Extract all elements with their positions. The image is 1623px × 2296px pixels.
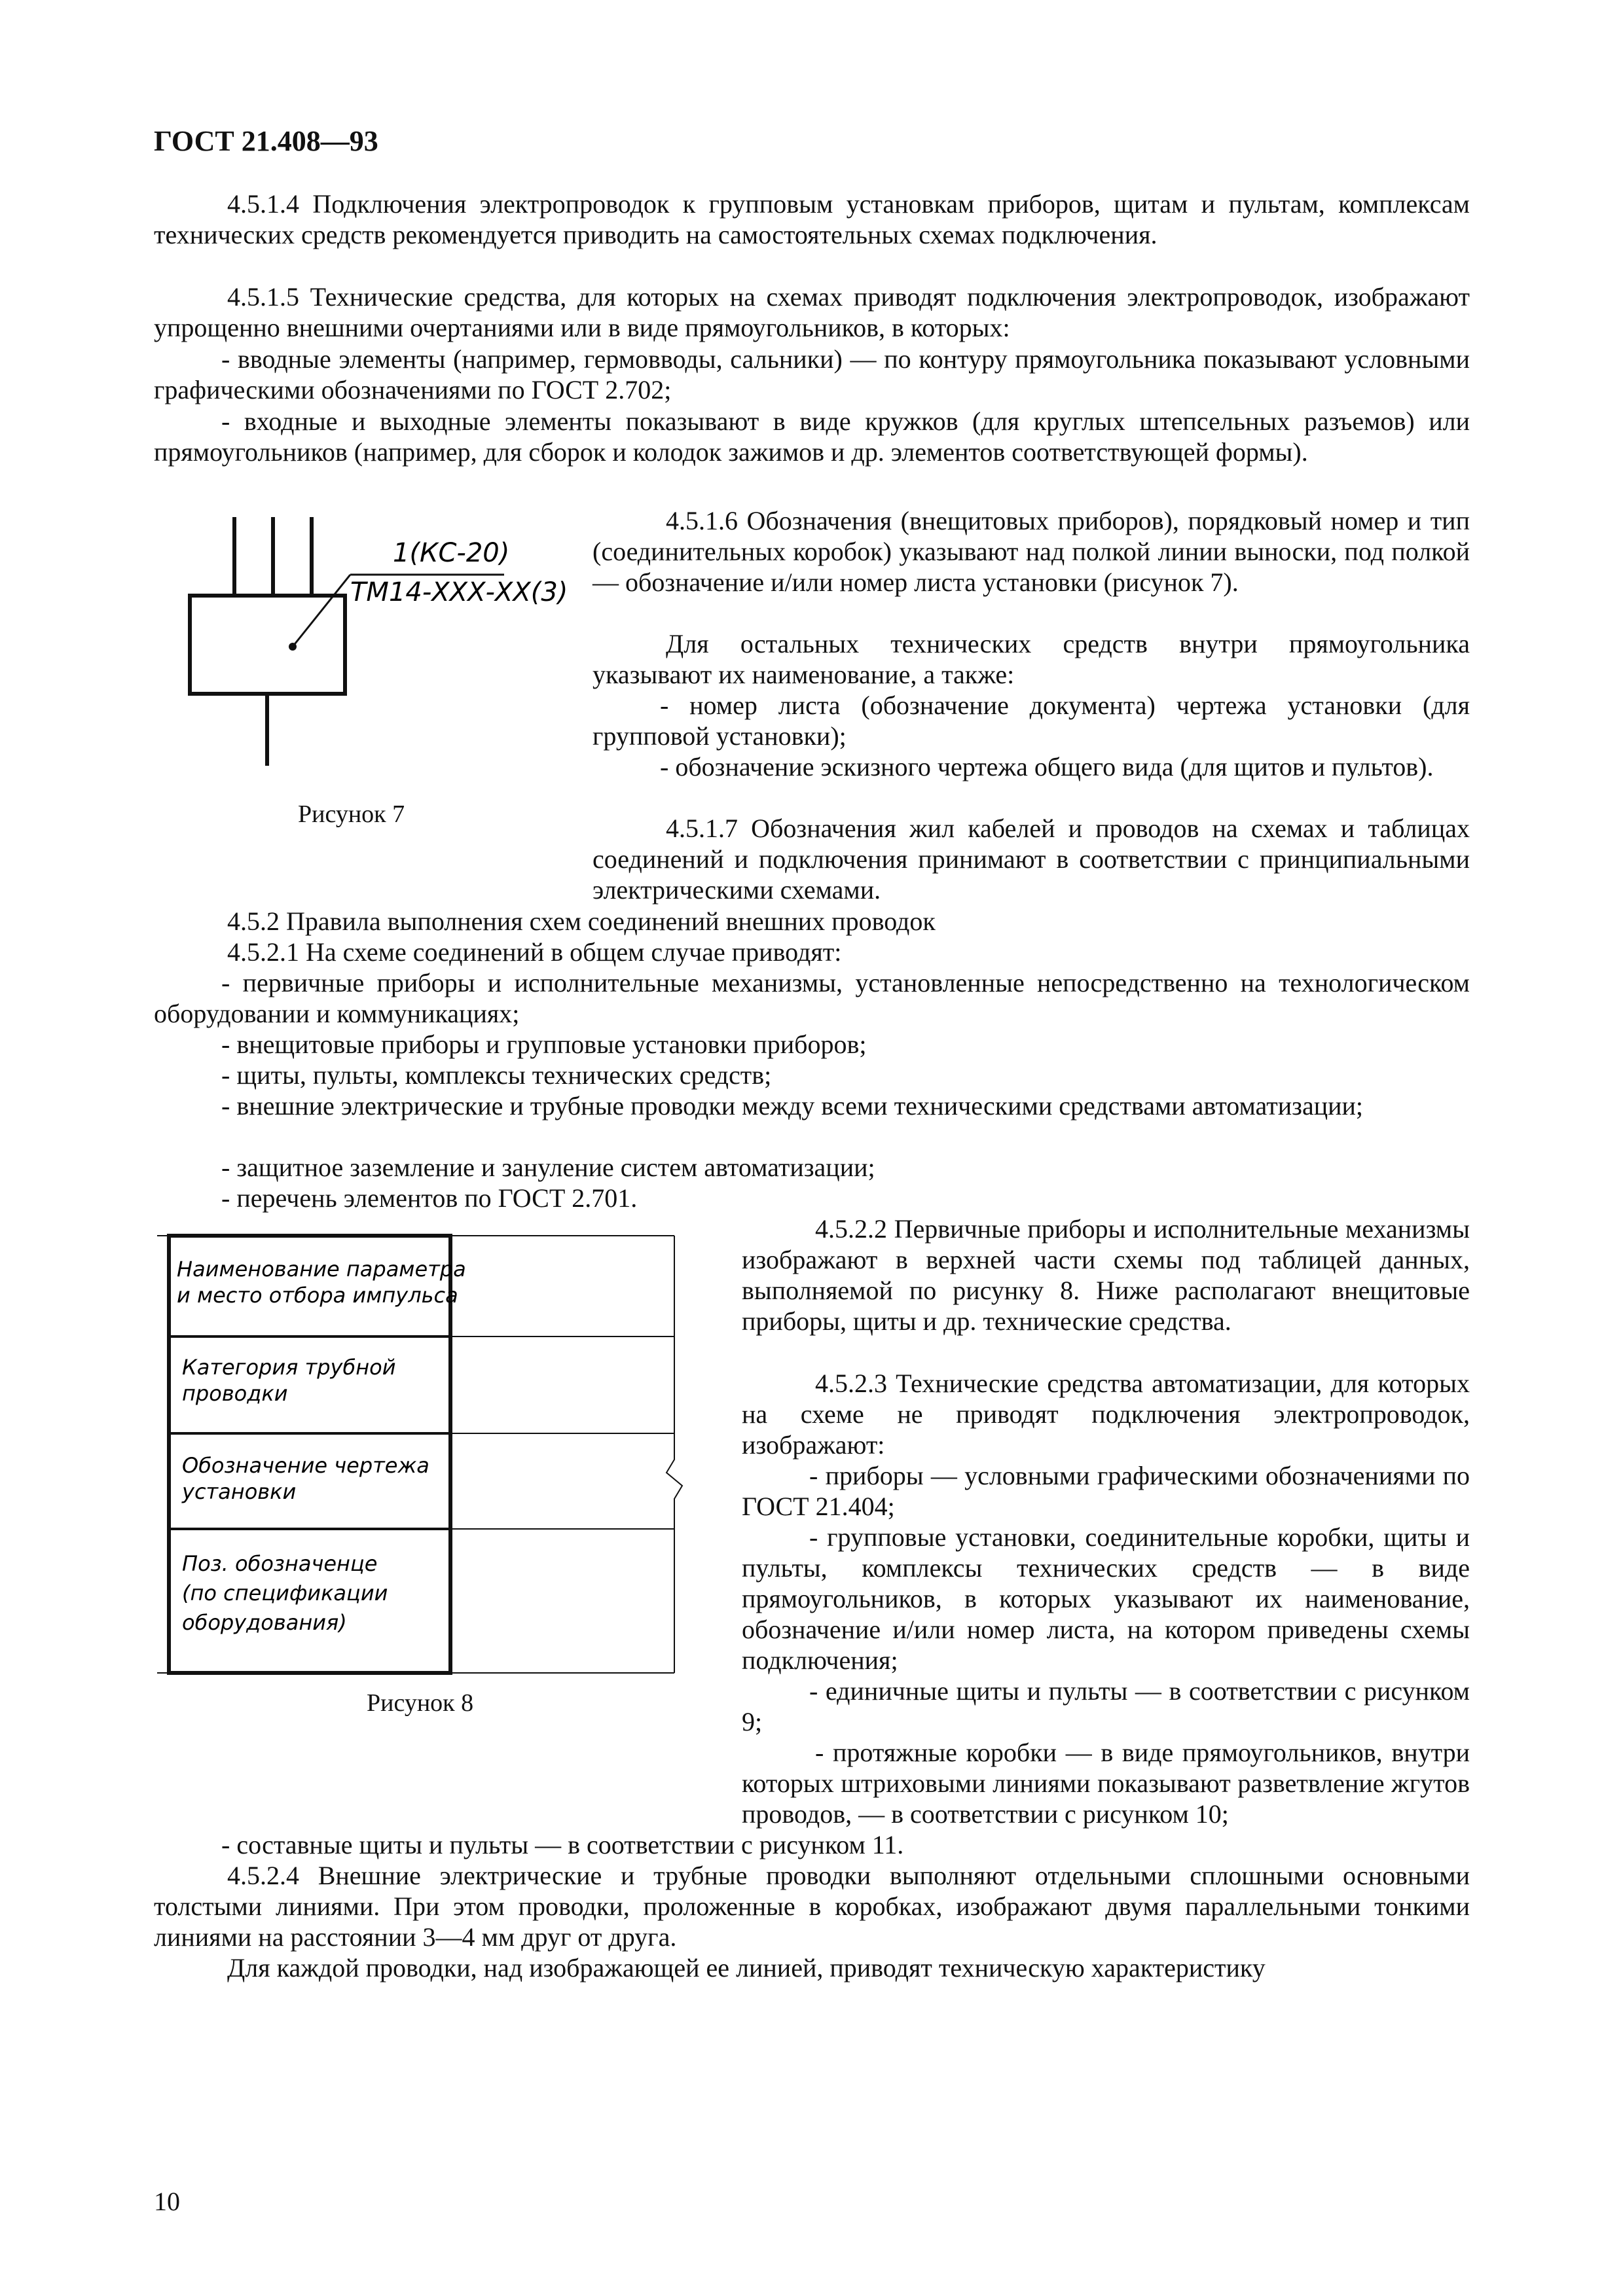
- paragraph-4-5-1-6: 4.5.1.6 Обозначения (внещитовых приборов), порядковый номер и тип (соединительных коробок) указывают над полкой линии выноски, под полкой — обозначение и/или номер листа установки (рисунок 7).: [593, 506, 1470, 597]
- figure-8-row1-line2: и место отбора импульса: [177, 1283, 458, 1308]
- figure-8-row4-line2: (по спецификации: [182, 1581, 388, 1605]
- document-header: ГОСТ 21.408—93: [154, 125, 378, 157]
- figure-7-label-top: 1(КС-20): [393, 538, 510, 568]
- bullet-devices-symbols: - приборы — условными графическими обозначениями по ГОСТ 21.404;: [742, 1461, 1470, 1521]
- bullet-input-elements: - вводные элементы (например, гермовводы, сальники) — по контуру прямоугольника показывают условными графическими обозначениями по ГОСТ 2.702;: [154, 344, 1470, 404]
- figure-7-drawing: [164, 517, 622, 792]
- paragraph-wiring-characteristics: Для каждой проводки, над изображающей ее линией, приводят техническую характеристику: [227, 1953, 1266, 1982]
- bullet-wiring: - внешние электрические и трубные проводки между всеми техническими средствами автоматизации;: [221, 1091, 1364, 1121]
- bullet-io-elements: - входные и выходные элементы показывают в виде кружков (для круглых штепсельных разъемов) или прямоугольников (например, для сборок и колодок зажимов и др. элементов соответствующей формы).: [154, 406, 1470, 467]
- paragraph-4-5-2-2: 4.5.2.2 Первичные приборы и исполнительные механизмы изображают в верхней части схемы под таблицей данных, выполняемой по рисунку 8. Ниже располагают внещитовые приборы, щиты и др. технические средства.: [742, 1214, 1470, 1336]
- bullet-primary-devices: - первичные приборы и исполнительные механизмы, установленные непосредственно на технологическом оборудовании и коммуникациях;: [154, 968, 1470, 1028]
- paragraph-4-5-1-5: 4.5.1.5 Технические средства, для которых на схемах приводят подключения электропроводок, изображают упрощенно внешними очертаниями или в виде прямоугольников, в которых:: [154, 282, 1470, 342]
- paragraph-4-5-1-7: 4.5.1.7 Обозначения жил кабелей и проводов на схемах и таблицах соединений и подключения принимают в соответствии с принципиальными электрическими схемами.: [593, 814, 1470, 905]
- page-number: 10: [154, 2187, 180, 2216]
- figure-8-row4-line1: Поз. обозначенце: [182, 1551, 378, 1576]
- figure-8-row2-line2: проводки: [182, 1381, 288, 1406]
- paragraph-4-5-2-1: 4.5.2.1 На схеме соединений в общем случае приводят:: [227, 937, 842, 967]
- paragraph-4-5-1-4: 4.5.1.4 Подключения электропроводок к групповым установкам приборов, щитам и пультам, комплексам технических средств рекомендуется приводить на самостоятельных схемах подключения.: [154, 189, 1470, 249]
- bullet-composite-panels: - составные щиты и пульты — в соответствии с рисунком 11.: [221, 1830, 904, 1859]
- paragraph-other-means: Для остальных технических средств внутри прямоугольника указывают их наименование, а также:: [593, 629, 1470, 689]
- figure-8-caption: Рисунок 8: [367, 1689, 474, 1717]
- figure-7-label-bottom: ТМ14-ХХХ-ХХ(3): [350, 577, 568, 607]
- figure-8-row3-line1: Обозначение чертежа: [182, 1453, 429, 1478]
- bullet-group-installations: - групповые установки, соединительные коробки, щиты и пульты, комплексы технических средств — в виде прямоугольников, в которых указывают их наименование, обозначение и/или номер листа, на котором приведены схемы подключения;: [742, 1522, 1470, 1675]
- figure-8-row1-line1: Наименование параметра: [177, 1257, 466, 1282]
- figure-7-caption: Рисунок 7: [298, 800, 405, 828]
- figure-8-table: [157, 1224, 681, 1682]
- paragraph-4-5-2-3: 4.5.2.3 Технические средства автоматизации, для которых на схеме не приводят подключения электропроводок, изображают:: [742, 1369, 1470, 1460]
- bullet-grounding: - защитное заземление и зануление систем автоматизации;: [221, 1153, 875, 1182]
- bullet-sheet-number: - номер листа (обозначение документа) чертежа установки (для групповой установки);: [593, 691, 1470, 751]
- figure-8-row4-line3: оборудования): [182, 1610, 347, 1635]
- bullet-element-list: - перечень элементов по ГОСТ 2.701.: [221, 1183, 638, 1213]
- heading-4-5-2: 4.5.2 Правила выполнения схем соединений внешних проводок: [227, 906, 936, 936]
- bullet-single-panels: - единичные щиты и пульты — в соответствии с рисунком 9;: [742, 1676, 1470, 1736]
- bullet-panels: - щиты, пульты, комплексы технических средств;: [221, 1060, 772, 1090]
- figure-8-row3-line2: установки: [182, 1479, 297, 1504]
- paragraph-4-5-2-4: 4.5.2.4 Внешние электрические и трубные проводки выполняют отдельными сплошными основными толстыми линиями. При этом проводки, проложенные в коробках, изображают двумя параллельными тонкими линиями на расстоянии 3—4 мм друг от друга.: [154, 1861, 1470, 1952]
- bullet-pull-boxes: - протяжные коробки — в виде прямоугольников, внутри которых штриховыми линиями показывают разветвление жгутов проводов, — в соответствии с рисунком 10;: [742, 1738, 1470, 1829]
- bullet-external-devices: - внещитовые приборы и групповые установки приборов;: [221, 1030, 867, 1059]
- bullet-sketch-drawing: - обозначение эскизного чертежа общего вида (для щитов и пультов).: [660, 752, 1434, 781]
- figure-8-row2-line1: Категория трубной: [182, 1355, 396, 1380]
